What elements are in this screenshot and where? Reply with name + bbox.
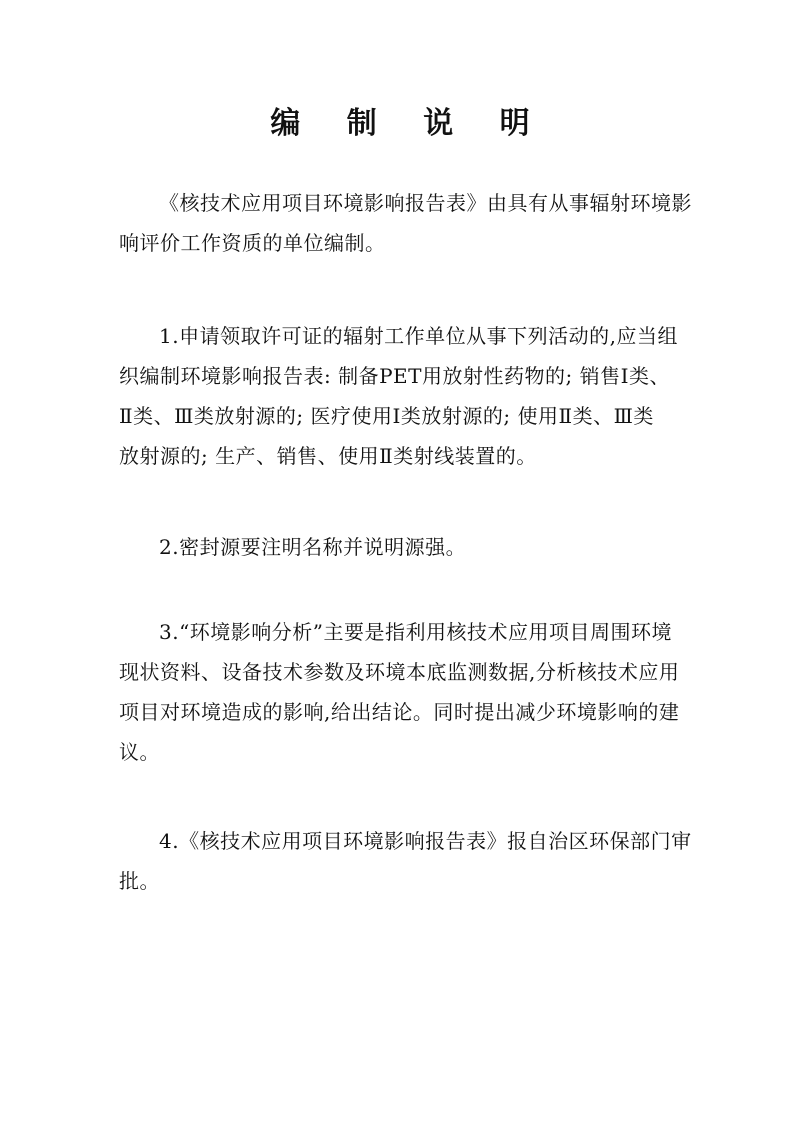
item-3-line-4: 议。 — [119, 740, 160, 764]
page-title: 编 制 说 明 — [270, 106, 548, 141]
item-3-line-1: 3.“环境影响分析”主要是指利用核技术应用项目周围环境 — [159, 620, 673, 644]
item-3-line-2: 现状资料、设备技术参数及环境本底监测数据,分析核技术应用 — [119, 660, 680, 684]
item-1-line-1: 1.申请领取许可证的辐射工作单位从事下列活动的,应当组 — [159, 324, 678, 348]
item-3-paragraph — [119, 612, 685, 772]
item-1-line-4: 放射源的; 生产、销售、使用Ⅱ类射线装置的。 — [119, 444, 537, 468]
item-4-line-1: 4.《核技术应用项目环境影响报告表》报自治区环保部门审 — [159, 829, 692, 853]
intro-paragraph — [119, 183, 692, 263]
item-3-line-3: 项目对环境造成的影响,给出结论。同时提出减少环境影响的建 — [119, 700, 680, 724]
item-1-line-3: Ⅱ类、Ⅲ类放射源的; 医疗使用Ⅰ类放射源的; 使用Ⅱ类、Ⅲ类 — [119, 404, 654, 428]
item-4-paragraph — [119, 821, 692, 901]
intro-line-2: 响评价工作资质的单位编制。 — [119, 231, 386, 255]
intro-line-1: 《核技术应用项目环境影响报告表》由具有从事辐射环境影 — [159, 191, 692, 215]
item-1-line-2: 织编制环境影响报告表: 制备PET用放射性药物的; 销售Ⅰ类、 — [119, 364, 670, 388]
item-2-paragraph — [119, 527, 685, 567]
item-1-paragraph — [119, 316, 685, 476]
item-2-line-1: 2.密封源要注明名称并说明源强。 — [159, 535, 467, 559]
item-4-line-2: 批。 — [119, 869, 160, 893]
